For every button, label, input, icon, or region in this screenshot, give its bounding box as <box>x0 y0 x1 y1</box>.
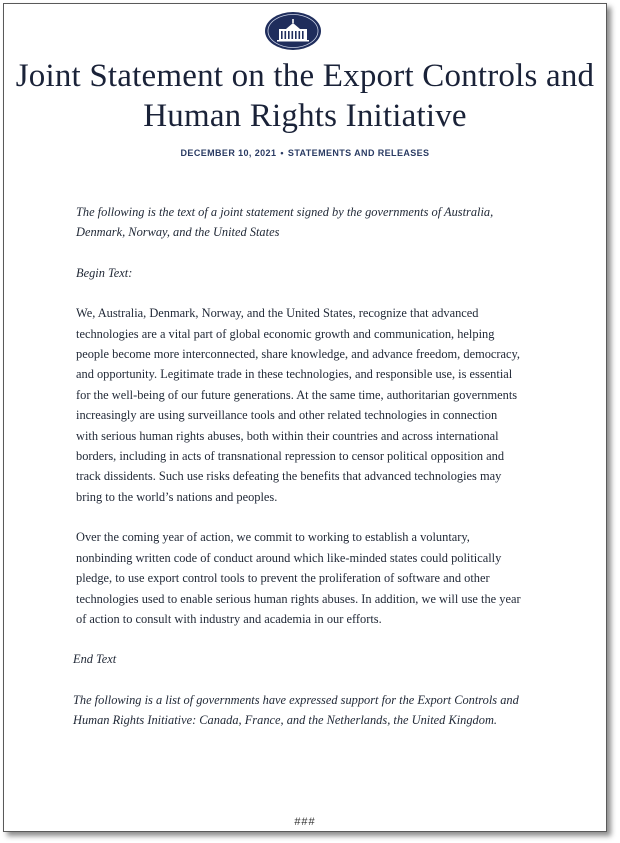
supporters-paragraph: The following is a list of governments have expressed support for the Export Controls and Human Rights Initiative: Canada, France, and the Netherlands, the United Kingdom. <box>73 692 519 728</box>
meta-separator: • <box>280 148 284 158</box>
white-house-seal-icon[interactable] <box>264 11 322 51</box>
statement-paragraph-2: Over the coming year of action, we commit to working to establish a voluntary, nonbinding written code of conduct around which like-minded states could politically pledge, to use export control tools to prevent the proliferation of software and other technologies used to enable serious human rights abuses. In addition, we will use the year of action to consult with industry and academia in our efforts. <box>76 530 521 626</box>
intro-paragraph: The following is the text of a joint statement signed by the governments of Australia, Denmark, Norway, and the United States <box>76 205 494 240</box>
page-title: Joint Statement on the Export Controls and Human Rights Initiative <box>15 58 595 134</box>
article-body <box>73 202 522 751</box>
category-link[interactable]: STATEMENTS AND RELEASES <box>287 148 430 158</box>
end-marker: ### <box>294 816 316 828</box>
page-frame <box>3 3 607 832</box>
publish-date: DECEMBER 10, 2021 <box>180 148 277 158</box>
article-meta <box>4 148 606 158</box>
begin-text-label: Begin Text: <box>76 265 133 280</box>
end-text-label: End Text <box>73 652 117 667</box>
statement-paragraph-1: We, Australia, Denmark, Norway, and the United States, recognize that advanced technologies are a vital part of global economic growth and communication, helping people become more interconnected, share knowledge, and advance freedom, democracy, and opportunity. Legitimate trade in these technologies, and responsible use, is essential for the well-being of our future generations. At the same time, authoritarian governments increasingly are using surveillance tools and other related technologies in connection with serious human rights abuses, both within their countries and across international borders, including in acts of transnational repression to censor political opposition and track dissidents. Such use risks defeating the benefits that advanced technologies may bring to the world’s nations and peoples. <box>76 306 521 504</box>
